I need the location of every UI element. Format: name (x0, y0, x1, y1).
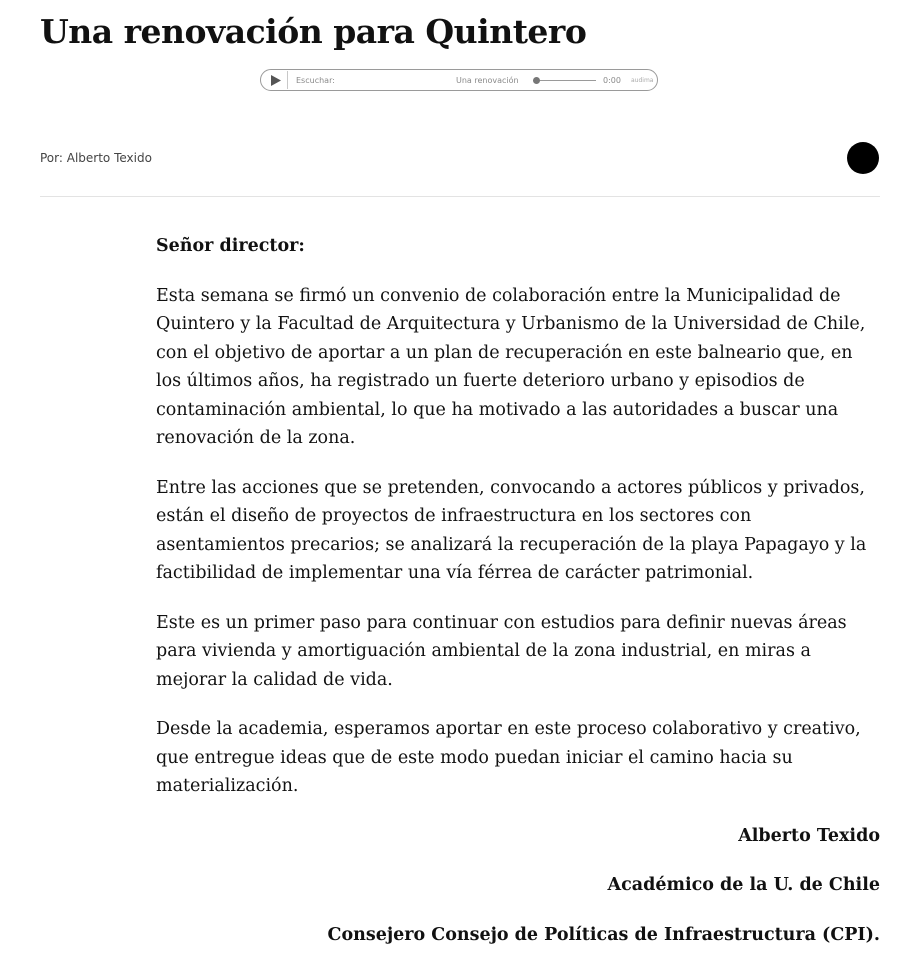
signature-role: Consejero Consejo de Políticas de Infraestructura (CPI). (327, 924, 880, 945)
paragraph: Desde la academia, esperamos aportar en este proceso colaborativo y creativo, que entregue ideas que de este modo puedan iniciar el camino hacia su materialización. (156, 719, 861, 796)
signature-affiliation: Académico de la U. de Chile (607, 875, 880, 895)
article-body (156, 232, 880, 970)
byline: Por: Alberto Texido (40, 151, 152, 165)
signature-name: Alberto Texido (738, 825, 880, 846)
audio-progress-knob[interactable] (533, 77, 540, 84)
salutation: Señor director: (156, 236, 305, 256)
paragraph: Esta semana se firmó un convenio de colaboración entre la Municipalidad de Quintero y la Facultad de Arquitectura y Urbanismo de la Universidad de Chile, con el objetivo de aportar a un plan de recuperación en este balneario que, en los últimos años, ha registrado un fuerte deterioro urbano y episodios de contaminación ambiental, lo que ha motivado a las autoridades a buscar una renovación de la zona. (156, 285, 866, 448)
audio-progress-bar[interactable] (533, 80, 596, 81)
paragraph: Este es un primer paso para continuar con estudios para definir nuevas áreas para vivienda y amortiguación ambiental de la zona industrial, en miras a mejorar la calidad de vida. (156, 612, 847, 690)
paragraph: Entre las acciones que se pretenden, convocando a actores públicos y privados, están el diseño de proyectos de infraestructura en los sectores con asentamientos precarios; se analizará la recuperación de la playa Papagayo y la factibilidad de implementar una vía férrea de carácter patrimonial. (156, 477, 867, 583)
divider (40, 196, 880, 197)
audio-listen-label: Escuchar: (296, 76, 335, 85)
audio-time: 0:00 (603, 76, 621, 85)
audio-player (260, 69, 658, 91)
audio-track-title: Una renovación (456, 76, 519, 85)
avatar[interactable] (847, 142, 879, 174)
article-title: Una renovación para Quintero (40, 12, 587, 51)
audio-brand-logo: audima (631, 77, 654, 84)
play-button[interactable] (263, 71, 288, 89)
play-icon (271, 75, 281, 86)
